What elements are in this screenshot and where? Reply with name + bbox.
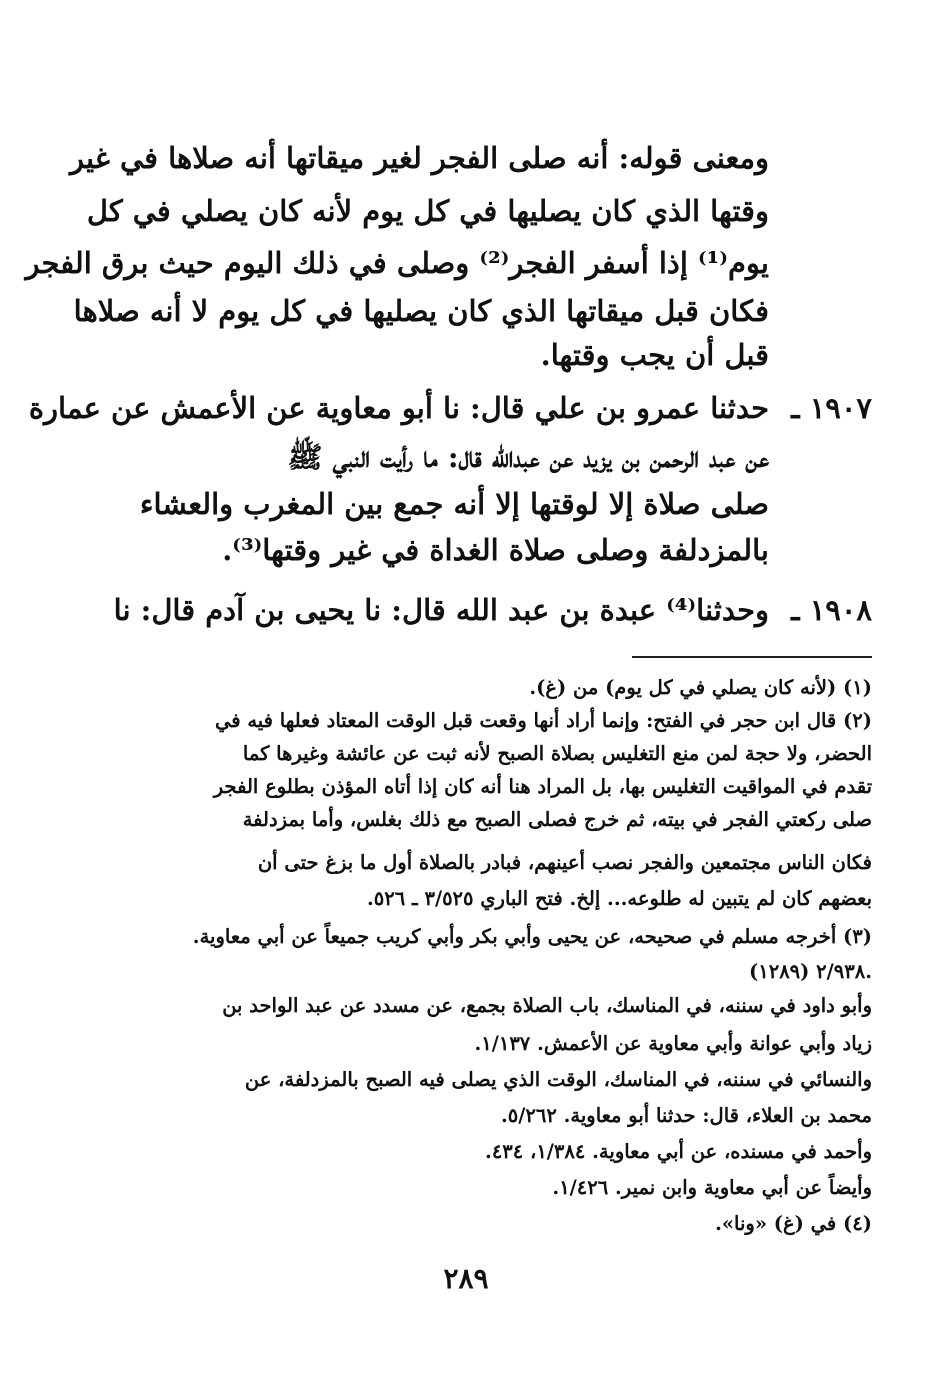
hadith-number: ١٩٠٧ ـ bbox=[791, 391, 872, 425]
footnote-3-cont: محمد بن العلاء، قال: حدثنا أبو معاوية. ٥/٢٦٢. bbox=[501, 1104, 872, 1127]
hadith-line: عن عبد الرحمن بن يزيد عن عبدالله قال: ما رأيت النبي ﷺ bbox=[287, 440, 769, 474]
footnote-2-cont: بعضهم كان لم يتبين له طلوعه... إلخ. فتح الباري ٣/٥٢٥ ـ ٥٢٦. bbox=[366, 887, 872, 910]
footnote-2-cont: صلى ركعتي الفجر في بيته، ثم خرج فصلى الصبح مع ذلك بغلس، وأما بمزدلفة bbox=[242, 808, 872, 831]
hadith-line: بالمزدلفة وصلى صلاة الغداة في غير وقتها⁽³⁾. bbox=[222, 533, 769, 567]
hadith-number: ١٩٠٨ ـ bbox=[791, 593, 872, 627]
footnote-3-cont: والنسائي في سننه، في المناسك، الوقت الذي يصلى فيه الصبح بالمزدلفة، عن bbox=[244, 1068, 872, 1091]
footnote-3-cont: وأحمد في مسنده، عن أبي معاوية. ١/٣٨٤، ٤٣٤. bbox=[485, 1140, 872, 1163]
footnote-3-cont: زياد وأبي عوانة وأبي معاوية عن الأعمش. ١/١٣٧. bbox=[474, 1032, 872, 1055]
para-line: يوم⁽¹⁾ إذا أسفر الفجر⁽²⁾ وصلى في ذلك اليوم حيث برق الفجر bbox=[25, 246, 769, 280]
para-line: وقتها الذي كان يصليها في كل يوم لأنه كان يصلي في كل bbox=[86, 194, 769, 228]
para-line: ومعنى قوله: أنه صلى الفجر لغير ميقاتها أنه صلاها في غير bbox=[69, 141, 769, 175]
footnote-2: (٢) قال ابن حجر في الفتح: وإنما أراد أنها وقعت قبل الوقت المعتاد فعلها فيه في bbox=[214, 709, 872, 732]
footnote-3-cont: وأبو داود في سننه، في المناسك، باب الصلاة بجمع، عن مسدد عن عبد الواحد بن bbox=[222, 994, 872, 1017]
page-number: ٢٨٩ bbox=[443, 1262, 489, 1295]
footnote-3-cont: وأيضاً عن أبي معاوية وابن نمير. ١/٤٢٦. bbox=[552, 1176, 872, 1199]
footnote-2-cont: فكان الناس مجتمعين والفجر نصب أعينهم، فبادر بالصلاة أول ما بزغ حتى أن bbox=[257, 851, 872, 874]
footnote-4: (٤) في (غ) «ونا». bbox=[715, 1212, 872, 1235]
footnote-2-cont: الحضر، ولا حجة لمن منع التغليس بصلاة الصبح لأنه ثبت عن عائشة وغيرها كما bbox=[242, 742, 872, 765]
hadith-first-line: وحدثنا⁽⁴⁾ عبدة بن عبد الله قال: نا يحيى بن آدم قال: نا bbox=[113, 593, 769, 627]
para-line: قبل أن يجب وقتها. bbox=[540, 338, 769, 372]
footnote-3: (٣) أخرجه مسلم في صحيحه، عن يحيى وأبي بكر وأبي كريب جميعاً عن أبي معاوية. bbox=[192, 925, 872, 948]
footnote-separator bbox=[632, 656, 872, 658]
hadith-first-line: حدثنا عمرو بن علي قال: نا أبو معاوية عن الأعمش عن عمارة bbox=[28, 391, 769, 425]
para-line: فكان قبل ميقاتها الذي كان يصليها في كل يوم لا أنه صلاها bbox=[73, 294, 769, 328]
footnote-2-cont: تقدم في المواقيت التغليس بها، بل المراد هنا أنه كان إذا أتاه المؤذن بطلوع الفجر bbox=[213, 775, 872, 798]
footnote-3-cont: ٢/٩٣٨ (١٢٨٩). bbox=[749, 960, 872, 983]
footnote-1: (١) (لأنه كان يصلي في كل يوم) من (غ). bbox=[529, 676, 872, 699]
hadith-line: صلى صلاة إلا لوقتها إلا أنه جمع بين المغرب والعشاء bbox=[139, 487, 769, 521]
